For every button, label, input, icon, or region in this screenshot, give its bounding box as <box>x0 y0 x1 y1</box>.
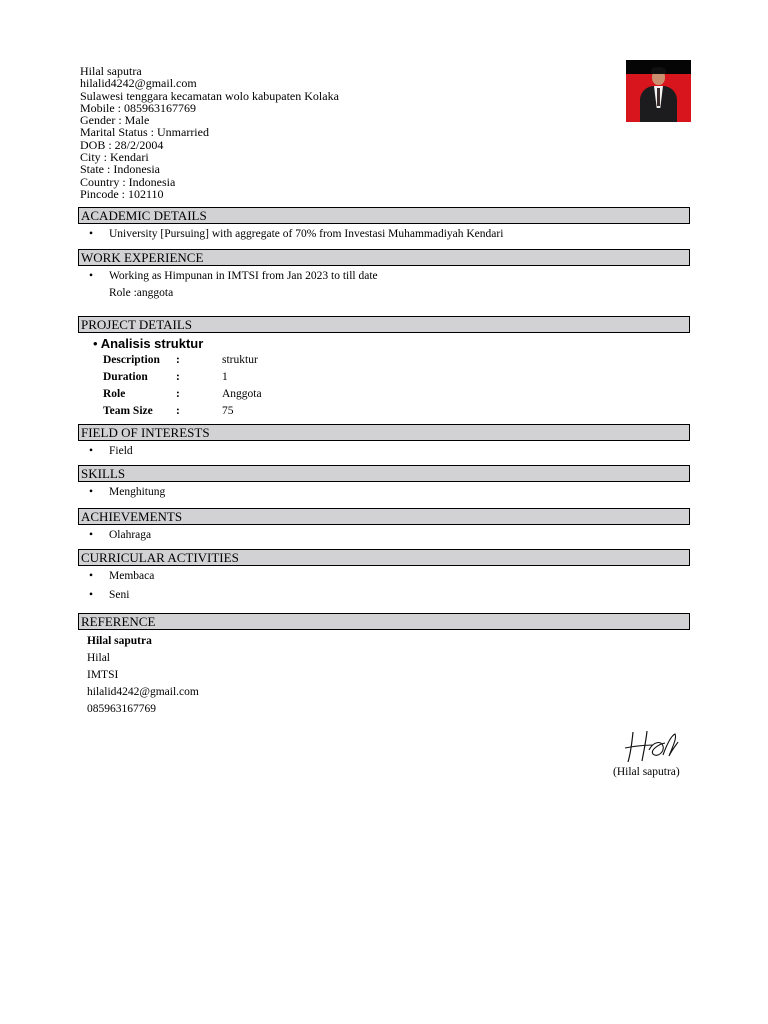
reference-block <box>87 633 199 718</box>
interest-item-text: Field <box>109 445 133 457</box>
project-row-value: 75 <box>222 405 234 417</box>
work-item-text: Working as Himpunan in IMTSI from Jan 2023 to till date <box>109 270 378 282</box>
section-header-project: PROJECT DETAILS <box>78 316 690 333</box>
project-row-value: 1 <box>222 371 228 383</box>
bullet-icon: • <box>93 336 98 351</box>
bullet-icon: • <box>89 529 94 541</box>
applicant-city: City : Kendari <box>80 150 149 165</box>
project-row-separator: : <box>176 388 180 400</box>
applicant-mobile: Mobile : 085963167769 <box>80 100 196 115</box>
project-title <box>93 336 203 352</box>
section-header-reference: REFERENCE <box>78 613 690 630</box>
bullet-icon: • <box>89 589 94 601</box>
project-row-value: Anggota <box>222 388 262 400</box>
bullet-icon: • <box>89 270 94 282</box>
reference-organization: IMTSI <box>87 669 119 681</box>
section-header-academic: ACADEMIC DETAILS <box>78 207 690 224</box>
project-row-value: struktur <box>222 354 258 366</box>
project-row-separator: : <box>176 405 180 417</box>
academic-item-text: University [Pursuing] with aggregate of 70% from Investasi Muhammadiyah Kendari <box>109 228 504 240</box>
section-header-work: WORK EXPERIENCE <box>78 249 690 266</box>
project-name: Analisis struktur <box>100 336 204 351</box>
section-header-achievements: ACHIEVEMENTS <box>78 508 690 525</box>
section-header-activities: CURRICULAR ACTIVITIES <box>78 549 690 566</box>
bullet-icon: • <box>89 486 94 498</box>
bullet-icon: • <box>89 228 94 240</box>
applicant-address: Sulawesi tenggara kecamatan wolo kabupaten Kolaka <box>80 88 339 103</box>
applicant-gender: Gender : Male <box>80 113 150 128</box>
applicant-country: Country : Indonesia <box>80 174 176 189</box>
project-row-key: Description <box>103 354 160 366</box>
profile-photo <box>626 60 691 122</box>
applicant-email: hilalid4242@gmail.com <box>80 76 197 91</box>
skill-item-text: Menghitung <box>109 486 166 498</box>
activity-item-text: Membaca <box>109 570 155 582</box>
reference-name: Hilal saputra <box>87 635 152 647</box>
work-role-text: Role :anggota <box>109 287 174 299</box>
project-row-key: Duration <box>103 371 148 383</box>
reference-phone: 085963167769 <box>87 703 156 715</box>
project-row-separator: : <box>176 354 180 366</box>
project-row-separator: : <box>176 371 180 383</box>
bullet-icon: • <box>89 445 94 457</box>
applicant-state: State : Indonesia <box>80 162 160 177</box>
section-header-skills: SKILLS <box>78 465 690 482</box>
applicant-marital-status: Marital Status : Unmarried <box>80 125 209 140</box>
project-row-key: Role <box>103 388 126 400</box>
achievement-item-text: Olahraga <box>109 529 152 541</box>
reference-email: hilalid4242@gmail.com <box>87 686 199 698</box>
applicant-pincode: Pincode : 102110 <box>80 186 164 201</box>
bullet-icon: • <box>89 570 94 582</box>
applicant-name: Hilal saputra <box>80 64 142 78</box>
handwritten-signature <box>623 728 679 766</box>
photo-hair <box>651 67 666 74</box>
section-header-interests: FIELD OF INTERESTS <box>78 424 690 441</box>
reference-line: Hilal <box>87 652 110 664</box>
project-row-key: Team Size <box>103 405 153 417</box>
personal-details <box>80 65 339 200</box>
signature-caption: (Hilal saputra) <box>613 766 680 778</box>
applicant-dob: DOB : 28/2/2004 <box>80 137 164 152</box>
activity-item-text: Seni <box>109 589 130 601</box>
photo-tie <box>657 88 660 106</box>
